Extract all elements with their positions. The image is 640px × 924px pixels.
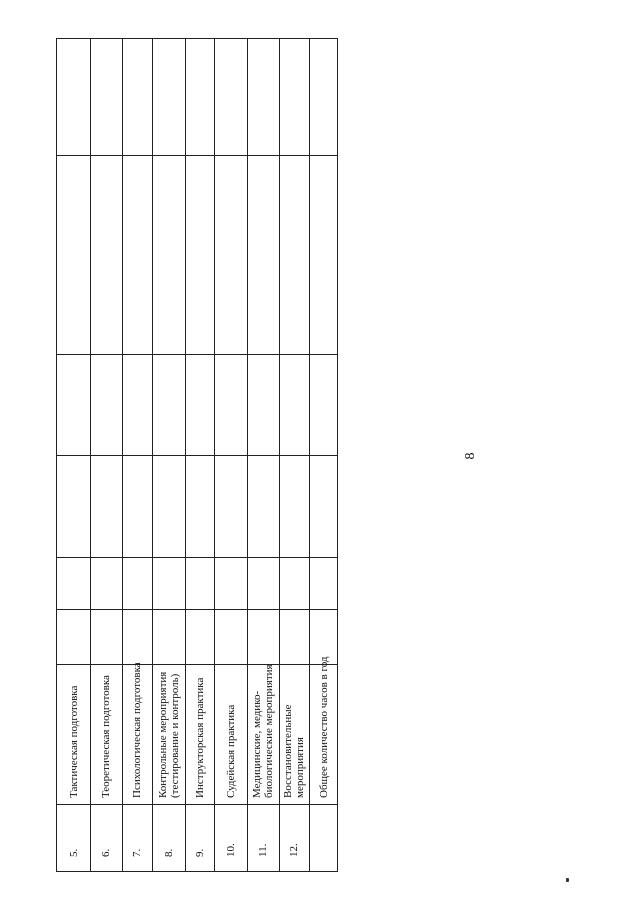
row-number: 8.: [162, 848, 175, 857]
column-divider: [57, 664, 337, 665]
column-divider: [57, 155, 337, 156]
row-label: Психологическая подготовка: [131, 662, 143, 798]
column-divider: [57, 609, 337, 610]
row-label: Судейская практика: [224, 704, 237, 798]
row-label: Инструкторская практика: [193, 677, 206, 798]
row-number: 9.: [193, 848, 206, 857]
row-label: биологические мероприятия: [263, 664, 275, 798]
column-divider: [57, 804, 337, 805]
page-number: 8: [463, 452, 478, 460]
row-label: Восстановительные: [282, 704, 294, 798]
training-plan-table: [56, 38, 338, 872]
row-number: 12.: [288, 843, 300, 857]
row-number: 5.: [67, 848, 80, 857]
row-label: Общее количество часов в год: [318, 656, 330, 798]
row-label: Теоретическая подготовка: [100, 675, 112, 798]
column-divider: [57, 354, 337, 355]
column-divider: [57, 455, 337, 456]
row-number: 6.: [100, 848, 112, 857]
row-number: 11.: [257, 843, 269, 857]
scan-artifact: [566, 878, 569, 882]
row-label: Контрольные мероприятия: [156, 671, 169, 798]
row-number: 7.: [131, 848, 143, 857]
row-number: 10.: [224, 843, 237, 857]
row-label: (тестирование и контроль): [168, 673, 181, 798]
row-label: мероприятия: [294, 737, 306, 798]
row-label: Тактическая подготовка: [67, 685, 80, 798]
column-divider: [57, 557, 337, 558]
row-label: Медицинские, медико-: [251, 690, 263, 798]
